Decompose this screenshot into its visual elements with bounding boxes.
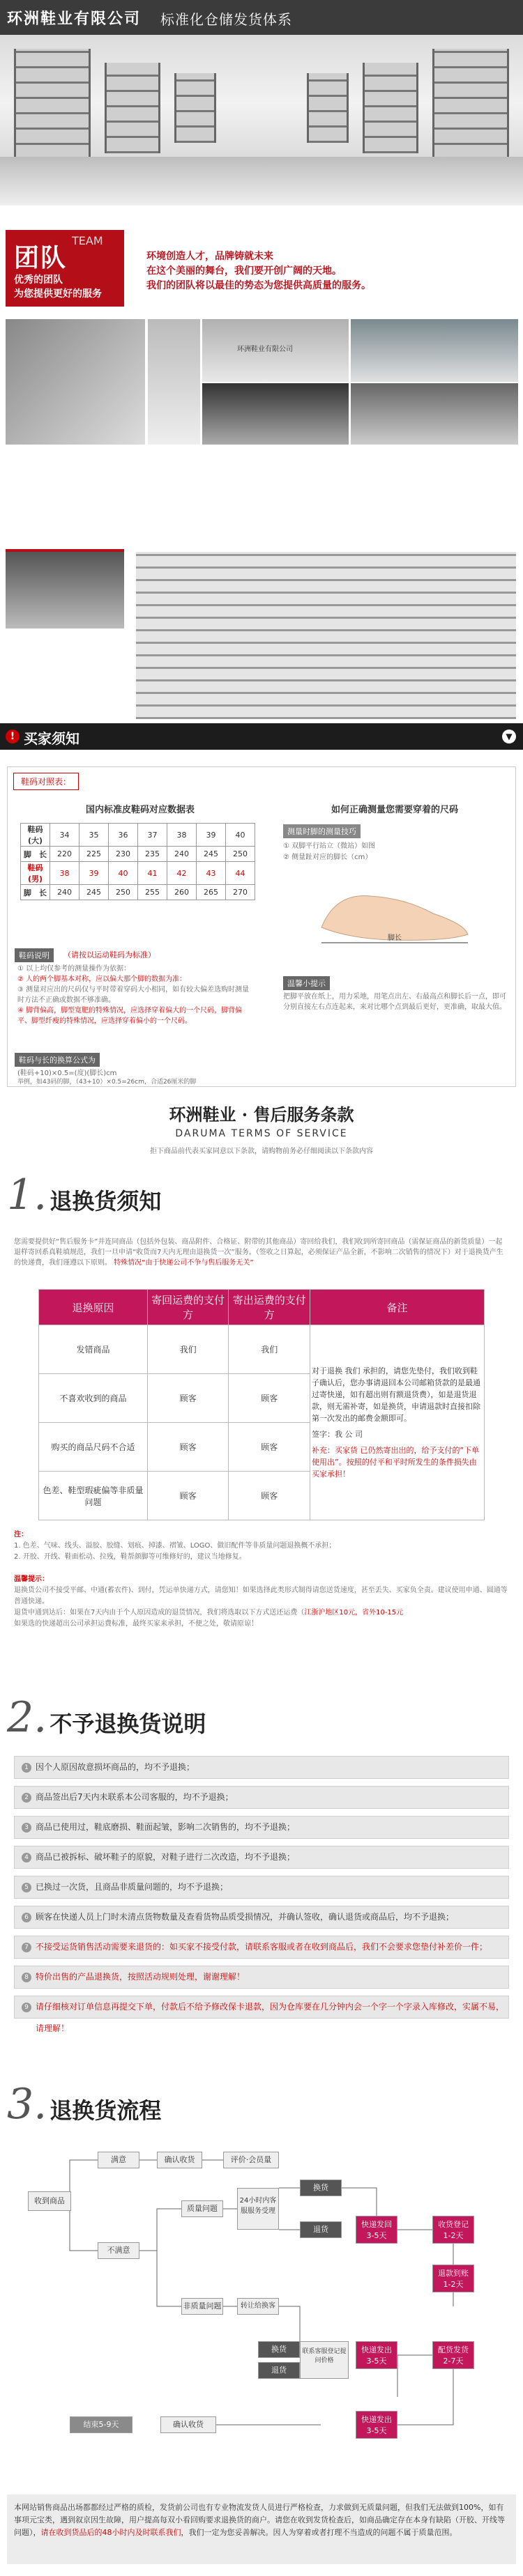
- size-row-label: 鞋码(大): [21, 824, 50, 847]
- office-sign: 环洲鞋业有限公司: [237, 346, 293, 353]
- size-cell: 41: [138, 862, 167, 885]
- slogan-line3: 我们的团队将以最佳的势态为您提供高质量的服务。: [146, 280, 371, 291]
- notice-band: [0, 723, 523, 750]
- team-photo-1: [6, 319, 145, 445]
- return-table-cell: 顾客: [229, 1374, 310, 1423]
- size-cell: 240: [167, 847, 197, 862]
- rule-item: [14, 1756, 509, 1779]
- size-panel: [7, 766, 516, 1087]
- flow-confirm: 确认收货: [157, 2152, 202, 2168]
- return-table-row: [39, 1325, 485, 1374]
- section3-num: 3.: [7, 2080, 47, 2129]
- notes-1: 1. 色差、气味、线头、溢胶、胶缝、划痕、掉漆、褶皱、LOGO、做旧配件等非质量问题退换概不承担；: [14, 1542, 336, 1550]
- return-table-cell: 顾客: [147, 1423, 229, 1472]
- size-row: [21, 862, 255, 885]
- size-cell: 43: [197, 862, 226, 885]
- flow-send-days: 3-5天: [366, 2231, 387, 2240]
- section1-heading: [7, 1171, 161, 1219]
- foot-illustration: [308, 865, 475, 948]
- flow-confirm2: 确认收货: [160, 2416, 216, 2433]
- warehouse-photo-1: [6, 552, 124, 628]
- section1-red: 特殊情况“由于快递公司不争与售后服务无关”: [114, 1259, 254, 1267]
- flow-deliver-days: 2-7天: [443, 2357, 464, 2366]
- rule-number: 3: [22, 1823, 31, 1833]
- measure-hint: 测量时脚的测量技巧: [283, 824, 361, 838]
- rule-item: [14, 1966, 509, 1989]
- team-desc2: 为您提供更好的服务: [14, 288, 102, 300]
- flow-send2-label: 快递发出: [361, 2345, 392, 2354]
- rule-number: 7: [22, 1943, 31, 1952]
- flow-send3-label: 快递发出: [361, 2415, 392, 2424]
- rule-text: 因个人原因故意损坏商品的，均不予退换；: [36, 1762, 195, 1772]
- rule-item: [14, 1996, 509, 2033]
- rule-item: [14, 1876, 509, 1899]
- flow-send3-days: 3-5天: [366, 2426, 387, 2435]
- team-badge: [6, 230, 124, 307]
- size-tab[interactable]: 鞋码对照表：: [13, 773, 79, 790]
- remark-sign: 签字：我 公 司: [312, 1430, 363, 1439]
- size-cell: 230: [109, 847, 138, 862]
- warehouse-photo: [0, 35, 523, 206]
- size-table-title: 国内标准皮鞋码对应数据表: [85, 805, 195, 815]
- rule-text: 商品已被拆标、破坏鞋子的原貌，对鞋子进行二次改造，均不予退换；: [36, 1852, 296, 1862]
- team-photo-5: [202, 383, 349, 445]
- note-title: 鞋码说明: [15, 948, 54, 962]
- note-3: ③ 测量对应出的尺码仅与平时带着穿码大小相同，如有较大偏差选购时测量时方法不正确或数据不够准确。: [17, 986, 250, 1004]
- flow-exchange: 换货: [300, 2180, 342, 2196]
- formula: (鞋码+10)×0.5=(度)(脚长)cm: [17, 1070, 117, 1077]
- rule-item: [14, 1846, 509, 1869]
- flow-receive: 收到商品: [28, 2191, 71, 2211]
- team-title-en: TEAM: [72, 234, 103, 247]
- terms-header: 环洲鞋业 · 售后服务条款 DARUMA TERMS OF SERVICE 拒下商品前代表买家同意以下条款，请购物前务必仔细阅读以下条款内容: [0, 1101, 523, 1155]
- rule-text: 已换过一次货，且商品非质量问题的，均不予退换；: [36, 1882, 229, 1892]
- return-table-cell: 顾客: [229, 1423, 310, 1472]
- footer-red: 请在收到货品后的48小时内及时联系我们: [40, 2528, 181, 2537]
- size-cell: 36: [109, 824, 138, 847]
- flow-send2: [356, 2341, 397, 2369]
- team-photo-6: [351, 383, 518, 445]
- size-cell: 37: [138, 824, 167, 847]
- tip-title: 温馨小提示: [283, 976, 330, 990]
- remark-red: 补充：买家货 已仍然寄出出的，给予支付的“下单使用出”。按照的付平和平时所发生的条件损失由买家承担！: [312, 1446, 480, 1479]
- slogan-line2: 在这个美丽的舞台，我们要开创广阔的天地。: [146, 265, 342, 277]
- team-photo-3: [202, 319, 349, 382]
- warm-red: 江浙沪地区10元，省外10-15元: [304, 1609, 404, 1617]
- rule-number: 9: [22, 2003, 31, 2012]
- footer-text2: ，我们一定为您妥善解决。因人为穿着或者打理不当造成的问题不属于质量范围。: [181, 2528, 457, 2537]
- size-cell: 34: [50, 824, 79, 847]
- size-row-label: 鞋码(男): [21, 862, 50, 885]
- return-table-header: 寄出运费的支付方: [229, 1290, 310, 1325]
- flow-satisfied: 满意: [98, 2152, 139, 2168]
- size-cell: 40: [226, 824, 255, 847]
- size-cell: 220: [50, 847, 79, 862]
- notice-title: 买家须知: [24, 730, 79, 747]
- team-photo-4: [351, 319, 518, 382]
- flow-diagram: [7, 2132, 516, 2474]
- notes-label: 注：: [14, 1531, 28, 1538]
- flow-receive-days: 1-2天: [443, 2231, 464, 2240]
- section1-intro: [14, 1237, 509, 1268]
- note-list: [17, 964, 255, 1026]
- page-subtitle: 标准化仓储发货体系: [160, 11, 292, 28]
- notes-block: [14, 1529, 509, 1630]
- rule-text: 顾客在快递人员上门时未清点货物数量及查看货物品质受损情况，并确认签收，确认退货或商品后，均不予退换；: [36, 1912, 455, 1922]
- team-slogan: [146, 249, 509, 293]
- rule-number: 1: [22, 1763, 31, 1773]
- notes-2: 2. 开胶、开线、鞋面松动、拉残，鞋帮颜脚等可维修好的，建议当地修复。: [14, 1553, 246, 1561]
- formula-title: 鞋码与长的换算公式为: [15, 1053, 100, 1067]
- return-table-cell: 我们: [229, 1325, 310, 1374]
- flow-refund: 退货: [300, 2221, 342, 2238]
- flow-quality: 质量问题: [181, 2200, 223, 2217]
- chevron-down-icon: ▼: [502, 730, 516, 743]
- warehouse-photo-2: [136, 552, 516, 719]
- return-table-cell: 我们: [147, 1325, 229, 1374]
- rule-number: 4: [22, 1853, 31, 1862]
- measure-step-2: ② 侧量趾对应的脚长（cm）: [283, 854, 372, 861]
- tip-text: 把脚平放在纸上，用力采地，用笔点出左、右最高点和脚长后一点，即可分别直接左右点连起来，来对比哪个点到最后更好，更准确，取最大值。: [283, 993, 506, 1011]
- return-table-header: 寄回运费的支付方: [147, 1290, 229, 1325]
- rule-number: 8: [22, 1973, 31, 1982]
- flow-contact2: 联系客服登记提问价格: [300, 2341, 349, 2379]
- warm-1: 退换货公司不接受平邮、中通(蓄农件)、到付，凭运单快递方式，请您知！如果选择此类形式制得请您送货速度，甚至丢失、买家负全责。建议使用申通、圆通等普通快递。: [14, 1587, 508, 1605]
- size-row: [21, 847, 255, 862]
- size-cell: 245: [79, 885, 109, 900]
- return-table-cell: 顾客: [147, 1374, 229, 1423]
- size-cell: 240: [50, 885, 79, 900]
- flow-refund-done: [432, 2265, 474, 2292]
- return-remark: [310, 1325, 485, 1520]
- return-table-cell: 顾客: [147, 1472, 229, 1520]
- flow-review: 评价·会员量: [223, 2152, 279, 2168]
- size-cell: 38: [167, 824, 197, 847]
- return-table: [38, 1289, 485, 1520]
- flow-unsatisfied: 不满意: [98, 2242, 139, 2259]
- measure-title: 如何正确测量您需要穿着的尺码: [331, 805, 458, 815]
- foot-length-label: 脚长: [388, 934, 402, 942]
- rule-text: 商品签出后7天内未联系本公司客服的，均不予退换；: [36, 1792, 234, 1802]
- size-cell: 270: [226, 885, 255, 900]
- flow-send2-days: 3-5天: [366, 2357, 387, 2366]
- flow-end: 结束5-9天: [70, 2416, 132, 2433]
- note-2: ② 人的两个脚基本对称，应以偏大那个脚的数据为准：: [17, 975, 187, 983]
- size-cell: 35: [79, 824, 109, 847]
- formula-example: 举例，如43码的脚，（43+10）×0.5=26cm，合适26厘米的脚: [17, 1079, 197, 1086]
- team-title: 团队: [14, 244, 68, 272]
- flow-deliver: [432, 2341, 474, 2369]
- terms-intro: 拒下商品前代表买家同意以下条款，请购物前务必仔细阅读以下条款内容: [150, 1148, 373, 1155]
- note-sub: （请按以运动鞋码为标准）: [63, 950, 156, 959]
- info-icon: !: [6, 730, 20, 743]
- flow-send: [356, 2216, 397, 2244]
- flow-send3: [356, 2411, 397, 2439]
- flow-deliver-label: 配货发货: [438, 2345, 469, 2354]
- size-cell: 40: [109, 862, 138, 885]
- size-cell: 225: [79, 847, 109, 862]
- size-row: [21, 885, 255, 900]
- warm-label: 温馨提示：: [14, 1575, 49, 1583]
- slogan-line1: 环境创造人才，品牌铸就未来: [146, 251, 273, 262]
- size-table: [20, 823, 255, 900]
- size-cell: 260: [167, 885, 197, 900]
- rule-text: 特价出售的产品退换货，按照活动规则处理，谢谢理解！: [36, 1972, 245, 1982]
- flow-nonquality: 非质量问题: [181, 2298, 223, 2315]
- size-cell: 235: [138, 847, 167, 862]
- return-table-header: 退换原因: [39, 1290, 148, 1325]
- size-row-label: 脚 长: [21, 885, 50, 900]
- section3-title: 退换货流程: [50, 2097, 162, 2124]
- rule-number: 6: [22, 1913, 31, 1922]
- return-table-cell: 发错商品: [39, 1325, 148, 1374]
- note-1: ① 以上均仅参考的测量操作为依据：: [17, 965, 131, 973]
- rule-number: 2: [22, 1793, 31, 1803]
- section2-title: 不予退换货说明: [50, 1711, 206, 1737]
- flow-refund-done-days: 1-2天: [443, 2280, 464, 2289]
- section1-text: 您需要提供好“售后服务卡”并连同商品（包括外包装、商品附件、合格证、附带的其他商品）寄回给我们，我们收到所寄回商品（需保证商品的新货质量）一起退样寄回系真鞋填规范，我们一旦申请“收货而7天内无理由退换货一次”服务。（签收之日算起，必须保证产品全新，不影响二次销售的情况下）对于退换货产生的快递费，我们谨遵以下原则。: [14, 1238, 503, 1267]
- flow-contact: 24小时内客服服务受理: [237, 2188, 279, 2230]
- size-cell: 265: [197, 885, 226, 900]
- top-header: [0, 0, 523, 35]
- size-cell: 255: [138, 885, 167, 900]
- section2-heading: [7, 1693, 206, 1742]
- size-cell: 250: [109, 885, 138, 900]
- section1-num: 1.: [7, 1171, 47, 1219]
- flow-refund-2: 退货: [258, 2362, 300, 2379]
- return-table-header: 备注: [310, 1290, 485, 1325]
- return-table-cell: 顾客: [229, 1472, 310, 1520]
- warm-2: 退货申通到达后：如果在7天内由于个人原因造成的退货情况，我们将选取以下方式送还运费（: [14, 1609, 305, 1617]
- section1-title: 退换货须知: [50, 1188, 162, 1214]
- terms-title: 售后服务条款: [253, 1104, 354, 1125]
- team-photo-2: [148, 319, 200, 445]
- flow-send-label: 快递发回: [361, 2220, 392, 2229]
- footer-note: [7, 2494, 516, 2564]
- section3-heading: [7, 2080, 161, 2129]
- terms-en: DARUMA TERMS OF SERVICE: [175, 1128, 348, 1139]
- note-4: ④ 脚背偏高，脚型宽肥的特殊情况，应选择穿着偏大的一个尺码，脚背偏平、脚型纤瘦的特殊情况，应选择穿着偏小的一个尺码。: [17, 1007, 243, 1025]
- rule-item: [14, 1786, 509, 1809]
- terms-brand: 环洲鞋业: [169, 1104, 236, 1125]
- flow-refund-done-label: 退款到账: [438, 2269, 469, 2278]
- rule-text: 商品已使用过，鞋底磨损、鞋面起皱，影响二次销售的，均不予退换；: [36, 1822, 296, 1832]
- size-cell: 44: [226, 862, 255, 885]
- team-section: [0, 222, 523, 549]
- return-table-cell: 色差、鞋型瑕疵偏等非质量问题: [39, 1472, 148, 1520]
- rule-text: 请仔细核对订单信息再提交下单，付款后不给予修改保卡退款，因为仓库要在几分钟内会一个字一个字录入库修改，实属不易，请理解！: [36, 2002, 505, 2033]
- flow-transfer: 转让给换客: [237, 2298, 279, 2315]
- flow-exchange-2: 换货: [258, 2341, 300, 2358]
- rule-number: 5: [22, 1883, 31, 1892]
- footer-text1: 本网站销售商品出场都都经过严格的质检，发货前公司也有专业物流发货人员进行严格检查，力求做到无质量问题，但我们无法做到100%，如有事项元宝类，遇到叙京因生故障，用户提高每双小看回购要求退换货的商户。请您在收到发货检查后，如商品确定存在本身有缺陷（开胶、开线等问题），: [14, 2503, 505, 2537]
- measure-step-1: ① 双脚平行站立（微站）如图: [283, 842, 376, 850]
- rule-item: [14, 1936, 509, 1959]
- flow-receive-reg: [432, 2216, 474, 2244]
- rule-item: [14, 1816, 509, 1839]
- size-cell: 42: [167, 862, 197, 885]
- team-desc1: 优秀的团队: [14, 275, 63, 286]
- company-name: 环洲鞋业有限公司: [7, 10, 142, 28]
- size-cell: 250: [226, 847, 255, 862]
- size-cell: 38: [50, 862, 79, 885]
- size-row: [21, 824, 255, 847]
- return-table-cell: 不喜欢收到的商品: [39, 1374, 148, 1423]
- size-cell: 39: [197, 824, 226, 847]
- size-cell: 39: [79, 862, 109, 885]
- section2-num: 2.: [7, 1693, 47, 1742]
- rule-item: [14, 1906, 509, 1929]
- size-cell: 245: [197, 847, 226, 862]
- rule-text: 不接受运货销售活动需要来退货的：如买家不接受付款，请联系客服或者在收到商品后，我们不会要求您垫付补差价一件；: [36, 1942, 488, 1952]
- warm-3: 如果选的快递超出公司承担运费标准，最终买家来承担，不便之处，敬请原谅！: [14, 1620, 258, 1628]
- flow-receive-label: 收货登记: [438, 2220, 469, 2229]
- size-row-label: 脚 长: [21, 847, 50, 862]
- remark-text: 对于退换 我们 承担的，请您先垫付，我们收到鞋子确认后，您办事请退回本公司邮箱货款的是最通过寄快递，如有超出则有额退货费），如是退货退款，则无需补寄，如是换货，申请退款时直接扣除第一次发出的邮费金额即可。: [312, 1366, 480, 1423]
- return-table-cell: 购买的商品尺码不合适: [39, 1423, 148, 1472]
